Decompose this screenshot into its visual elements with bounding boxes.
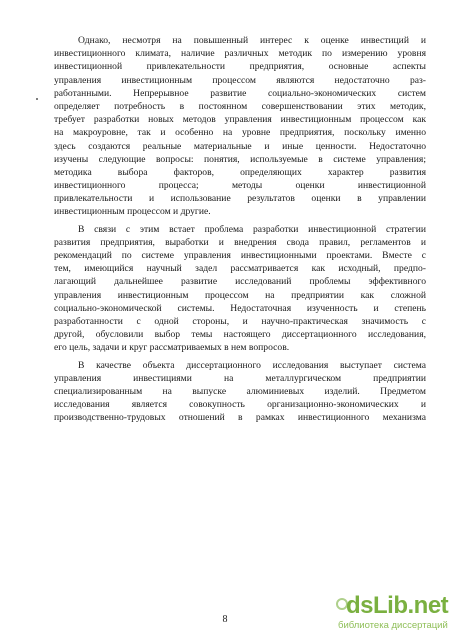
text-line: специализированным на выпуске алюминиевых изделий. Предметом [54, 385, 426, 397]
text-line: управления инвестиционным процессом на предприятии как сложной [54, 289, 426, 301]
text-line: изучены следующие вопросы: понятия, используемые в системе управления; [54, 153, 426, 165]
text-line: работанными. Непрерывное развитие социально-экономических систем [54, 87, 426, 99]
text-line: методика выбора факторов, определяющих характер развития [54, 166, 426, 178]
text-line: инвестиционной привлекательности предприятия, основные аспекты [54, 61, 426, 73]
text-line: требует разработки новых методов управления инвестиционным процессом как [54, 114, 426, 126]
watermark-subtitle: библиотека диссертаций [338, 620, 448, 631]
text-line: Однако, несмотря на повышенный интерес к оценке инвестиций и [78, 35, 426, 46]
text-line: разработанности с одной стороны, и научно-практическая значимость с [54, 315, 426, 327]
watermark-logo: dsLib.net [346, 592, 449, 619]
watermark [338, 590, 448, 638]
text-line: здесь создаются реальные материальные и иные ценности. Недостаточно [54, 140, 426, 152]
text-line: исследования является совокупность организационно-экономических и [54, 399, 426, 411]
text-line: инвестиционного климата, наличие различных методик по измерению уровня [54, 48, 426, 60]
text-line: другой, обусловили выбор темы настоящего диссертационного исследования, [54, 329, 426, 341]
text-line: управления инвестиционным процессом являются недостаточно раз- [54, 74, 426, 86]
text-line: В качестве объекта диссертационного исследования выступает система [78, 359, 426, 371]
body-text [54, 34, 426, 424]
text-line: развития предприятия, выработки и внедрения свода правил, регламентов и [54, 236, 426, 248]
text-line: его цель, задачи и круг рассматриваемых в нем вопросов. [54, 342, 290, 354]
text-line: инвестиционным процессом и другие. [54, 206, 211, 218]
text-line: производственно-трудовых отношений в рамках инвестиционного механизма [54, 412, 426, 424]
text-line: инвестиционного процесса; методы оценки инвестиционной [54, 180, 426, 192]
text-line: тем, имеющийся научный задел рассматривается как исходный, предпо- [54, 263, 426, 275]
text-line: рекомендаций по системе управления инвестиционными проектами. Вместе с [54, 250, 426, 261]
text-line: В связи с этим встает проблема разработки инвестиционной стратегии [78, 223, 426, 235]
page-number: 8 [222, 614, 228, 625]
text-line: определяет потребность в постоянном совершенствовании этих методик, [54, 100, 426, 112]
margin-mark [36, 98, 38, 100]
text-line: привлекательности и использование результатов оценки в управлении [54, 193, 426, 205]
text-line: управления инвестициями на металлургическом предприятии [54, 372, 426, 384]
text-line: лагающий дальнейшее развитие исследований проблемы эффективного [54, 276, 426, 288]
text-line: социально-экономической системы. Недостаточная изученность и степень [54, 302, 426, 314]
text-line: на макроуровне, так и особенно на уровне предприятия, поскольку именно [54, 127, 426, 139]
